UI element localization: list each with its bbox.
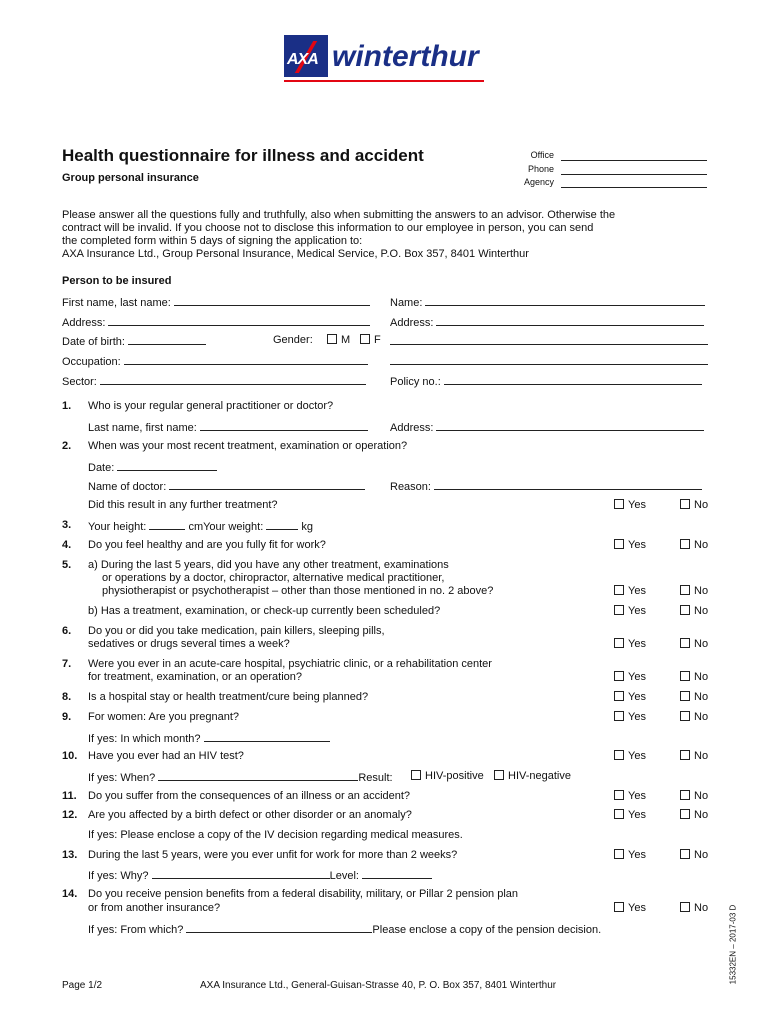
form-code: 15332EN – 2017-03 D (728, 904, 738, 985)
office-label: Office (530, 150, 554, 160)
q10-hiv-negative-checkbox[interactable]: HIV-negative (494, 770, 571, 782)
q9-no-checkbox[interactable]: No (680, 711, 708, 723)
q11-number: 11. (62, 790, 77, 802)
q10-when-field[interactable]: If yes: When? Result: (88, 772, 393, 784)
q5-number: 5. (62, 559, 72, 571)
q14-line-2: or from another insurance? (88, 902, 221, 914)
q10-number: 10. (62, 750, 78, 762)
intro-line-4: AXA Insurance Ltd., Group Personal Insurance, Medical Service, P.O. Box 357, 8401 Winterthur (62, 248, 529, 260)
gender-f-checkbox[interactable]: F (360, 334, 381, 346)
q14-which-field[interactable]: If yes: From which? Please enclose a copy of the pension decision. (88, 924, 602, 936)
q9-month-field[interactable]: If yes: In which month? (88, 731, 330, 745)
q7-line-2: for treatment, examination, or an operation? (88, 671, 303, 683)
checkbox-icon (614, 809, 624, 819)
q10-hiv-positive-checkbox[interactable]: HIV-positive (411, 770, 484, 782)
address-field-2[interactable]: Address: (390, 315, 704, 329)
footer-address: AXA Insurance Ltd., General-Guisan-Strasse 40, P. O. Box 357, 8401 Winterthur (200, 980, 557, 991)
intro-line-1: Please answer all the questions fully and truthfully, also when submitting the answers to an advisor. Otherwise the (62, 209, 616, 221)
checkbox-icon (614, 499, 624, 509)
checkbox-icon (614, 849, 624, 859)
q13-number: 13. (62, 849, 78, 861)
q10-yes-checkbox[interactable]: Yes (614, 750, 646, 762)
q6-no-checkbox[interactable]: No (680, 638, 708, 650)
q13-yes-checkbox[interactable]: Yes (614, 849, 646, 861)
checkbox-icon (614, 539, 624, 549)
q7-line-1: Were you ever in an acute-care hospital, psychiatric clinic, or a rehabilitation center (88, 658, 492, 670)
checkbox-icon (360, 334, 370, 344)
q11-no-checkbox[interactable]: No (680, 790, 708, 802)
checkbox-icon (614, 750, 624, 760)
q2-number: 2. (62, 440, 72, 452)
address-field[interactable]: Address: (62, 315, 370, 329)
name-field[interactable]: Name: (390, 295, 705, 309)
checkbox-icon (327, 334, 337, 344)
q10-no-checkbox[interactable]: No (680, 750, 708, 762)
address-line-4[interactable] (390, 354, 708, 368)
q13-text: During the last 5 years, were you ever unfit for work for more than 2 weeks? (88, 849, 458, 861)
q9-yes-checkbox[interactable]: Yes (614, 711, 646, 723)
checkbox-icon (680, 499, 690, 509)
policy-field[interactable]: Policy no.: (390, 374, 702, 388)
checkbox-icon (614, 605, 624, 615)
checkbox-icon (680, 671, 690, 681)
page-title: Health questionnaire for illness and accident (62, 146, 424, 165)
q7-number: 7. (62, 658, 72, 670)
checkbox-icon (680, 585, 690, 595)
checkbox-icon (680, 638, 690, 648)
q7-yes-checkbox[interactable]: Yes (614, 671, 646, 683)
checkbox-icon (614, 638, 624, 648)
q3-height-weight[interactable]: Your height: cmYour weight: kg (88, 521, 313, 533)
q13-why-field[interactable]: If yes: Why? Level: (88, 868, 432, 882)
q1-address-field[interactable]: Address: (390, 420, 704, 434)
q11-text: Do you suffer from the consequences of an illness or an accident? (88, 790, 411, 802)
person-heading: Person to be insured (62, 275, 172, 287)
checkbox-icon (411, 770, 421, 780)
q5b-text: b) Has a treatment, examination, or check-up currently been scheduled? (88, 605, 441, 617)
q8-number: 8. (62, 691, 72, 703)
address-line-3[interactable] (390, 334, 708, 348)
phone-label: Phone (527, 164, 554, 174)
q12-yes-checkbox[interactable]: Yes (614, 809, 646, 821)
q7-no-checkbox[interactable]: No (680, 671, 708, 683)
page-number: Page 1/2 (62, 980, 103, 991)
axa-logo-mark (284, 35, 328, 77)
checkbox-icon (614, 671, 624, 681)
page-subtitle: Group personal insurance (62, 172, 199, 184)
q5a-yes-checkbox[interactable]: Yes (614, 585, 646, 597)
q14-yes-checkbox[interactable]: Yes (614, 902, 646, 914)
dob-field[interactable]: Date of birth: (62, 334, 206, 348)
gender-label: Gender: (273, 334, 313, 346)
q1-name-field[interactable]: Last name, first name: (88, 420, 368, 434)
q14-line-1: Do you receive pension benefits from a federal disability, military, or Pillar 2 pension plan (88, 888, 519, 900)
q4-text: Do you feel healthy and are you fully fit for work? (88, 539, 326, 551)
q6-line-2: sedatives or drugs several times a week? (88, 638, 290, 650)
checkbox-icon (680, 750, 690, 760)
q8-yes-checkbox[interactable]: Yes (614, 691, 646, 703)
q1-number: 1. (62, 400, 72, 412)
logo-wordmark: winterthur (332, 40, 479, 73)
checkbox-icon (680, 902, 690, 912)
first-name-field[interactable]: First name, last name: (62, 295, 370, 309)
checkbox-icon (680, 849, 690, 859)
q2-further-text: Did this result in any further treatment? (88, 499, 278, 511)
checkbox-icon (680, 790, 690, 800)
q14-no-checkbox[interactable]: No (680, 902, 708, 914)
q5b-yes-checkbox[interactable]: Yes (614, 605, 646, 617)
agency-field[interactable] (561, 177, 707, 190)
q9-text: For women: Are you pregnant? (88, 711, 240, 723)
q6-yes-checkbox[interactable]: Yes (614, 638, 646, 650)
intro-line-2: contract will be invalid. If you choose not to disclose this information to our employee in person, you can send (62, 222, 594, 234)
q5a-no-checkbox[interactable]: No (680, 585, 708, 597)
intro-line-3: the completed form within 5 days of signing the application to: (62, 235, 363, 247)
q4-yes-checkbox[interactable]: Yes (614, 539, 646, 551)
checkbox-icon (614, 790, 624, 800)
q12-sub-text: If yes: Please enclose a copy of the IV decision regarding medical measures. (88, 829, 463, 841)
sector-field[interactable]: Sector: (62, 374, 366, 388)
q4-no-checkbox[interactable]: No (680, 539, 708, 551)
checkbox-icon (680, 711, 690, 721)
q2-doctor-field[interactable]: Name of doctor: (88, 479, 365, 493)
logo-underline (284, 80, 484, 82)
checkbox-icon (680, 605, 690, 615)
q11-yes-checkbox[interactable]: Yes (614, 790, 646, 802)
q2-no-checkbox[interactable]: No (680, 499, 708, 511)
gender-m-checkbox[interactable]: M (327, 334, 350, 346)
q4-number: 4. (62, 539, 72, 551)
occupation-field[interactable]: Occupation: (62, 354, 368, 368)
q12-no-checkbox[interactable]: No (680, 809, 708, 821)
q13-no-checkbox[interactable]: No (680, 849, 708, 861)
q8-text: Is a hospital stay or health treatment/cure being planned? (88, 691, 369, 703)
q14-number: 14. (62, 888, 78, 900)
checkbox-icon (614, 691, 624, 701)
q3-number: 3. (62, 519, 72, 531)
q2-reason-field[interactable]: Reason: (390, 479, 702, 493)
q5b-no-checkbox[interactable]: No (680, 605, 708, 617)
checkbox-icon (614, 585, 624, 595)
checkbox-icon (680, 691, 690, 701)
q12-number: 12. (62, 809, 78, 821)
agency-label: Agency (523, 177, 554, 187)
phone-field[interactable] (561, 164, 707, 177)
q6-line-1: Do you or did you take medication, pain killers, sleeping pills, (88, 625, 385, 637)
q6-number: 6. (62, 625, 72, 637)
q5a-line-2: or operations by a doctor, chiropractor, alternative medical practitioner, (102, 572, 445, 584)
checkbox-icon (680, 809, 690, 819)
q5a-line-3: physiotherapist or psychotherapist – other than those mentioned in no. 2 above? (102, 585, 494, 597)
q10-text: Have you ever had an HIV test? (88, 750, 244, 762)
q5a-line-1: a) During the last 5 years, did you have any other treatment, examinations (88, 559, 449, 571)
checkbox-icon (614, 711, 624, 721)
logo-mark-text: AXA (287, 51, 318, 68)
q8-no-checkbox[interactable]: No (680, 691, 708, 703)
checkbox-icon (494, 770, 504, 780)
office-field[interactable] (561, 150, 707, 163)
q12-text: Are you affected by a birth defect or other disorder or an anomaly? (88, 809, 412, 821)
q9-number: 9. (62, 711, 72, 723)
q2-text: When was your most recent treatment, examination or operation? (88, 440, 408, 452)
q1-text: Who is your regular general practitioner or doctor? (88, 400, 334, 412)
checkbox-icon (680, 539, 690, 549)
q2-yes-checkbox[interactable]: Yes (614, 499, 646, 511)
checkbox-icon (614, 902, 624, 912)
q2-date-field[interactable]: Date: (88, 460, 217, 474)
